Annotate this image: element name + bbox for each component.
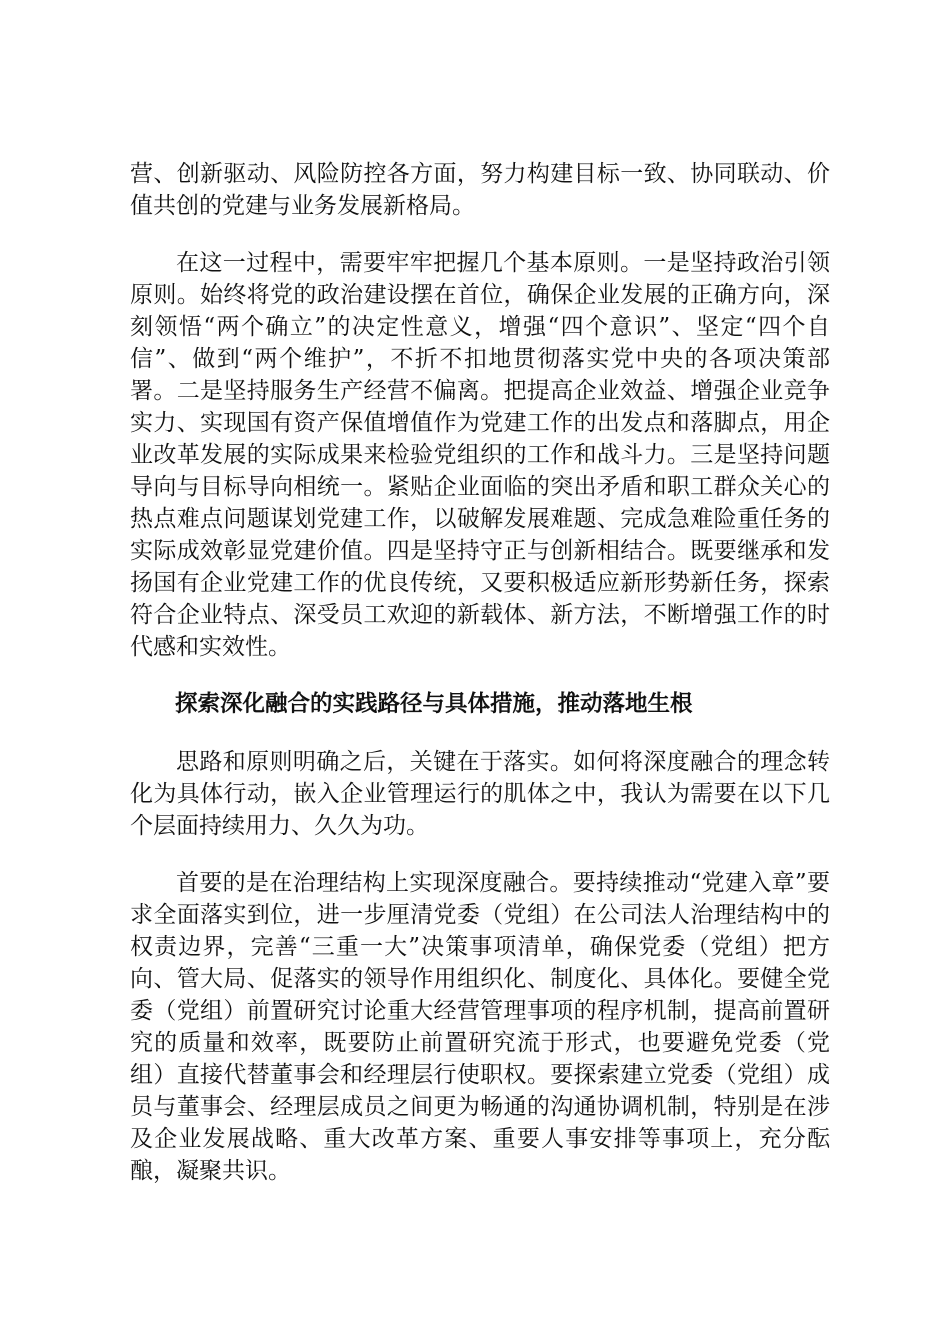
paragraph-governance: 首要的是在治理结构上实现深度融合。要持续推动“党建入章”要求全面落实到位，进一步厘清党委（党组）在公司法人治理结构中的权责边界，完善“三重一大”决策事项清单，确保党委（党组）把方向、管大局、促落实的领导作用组织化、制度化、具体化。要健全党委（党组）前置研究讨论重大经营管理事项的程序机制，提高前置研究的质量和效率，既要防止前置研究流于形式，也要避免党委（党组）直接代替董事会和经理层行使职权。要探索建立党委（党组）成员与董事会、经理层成员之间更为畅通的沟通协调机制，特别是在涉及企业发展战略、重大改革方案、重要人事安排等事项上，充分酝酿，凝聚共识。 bbox=[130, 870, 830, 1184]
paragraph-principles: 在这一过程中，需要牢牢把握几个基本原则。一是坚持政治引领原则。始终将党的政治建设摆在首位，确保企业发展的正确方向，深刻领悟“两个确立”的决定性意义，增强“四个意识”、坚定“四个自信”、做到“两个维护”，不折不扣地贯彻落实党中央的各项决策部署。二是坚持服务生产经营不偏离。把提高企业效益、增强企业竞争实力、实现国有资产保值增值作为党建工作的出发点和落脚点，用企业改革发展的实际成果来检验党组织的工作和战斗力。三是坚持问题导向与目标导向相统一。紧贴企业面临的突出矛盾和职工群众关心的热点难点问题谋划党建工作，以破解发展难题、完成急难险重任务的实际成效彰显党建价值。四是坚持守正与创新相结合。既要继承和发扬国有企业党建工作的优良传统，又要积极适应新形势新任务，探索符合企业特点、深受员工欢迎的新载体、新方法，不断增强工作的时代感和实效性。 bbox=[130, 250, 830, 660]
paragraph-continuation: 营、创新驱动、风险防控各方面，努力构建目标一致、协同联动、价值共创的党建与业务发展新格局。 bbox=[130, 161, 830, 219]
section-heading: 探索深化融合的实践路径与具体措施，推动落地生根 bbox=[175, 691, 693, 717]
paragraph-implementation: 思路和原则明确之后，关键在于落实。如何将深度融合的理念转化为具体行动，嵌入企业管理运行的肌体之中，我认为需要在以下几个层面持续用力、久久为功。 bbox=[130, 749, 830, 839]
document-page bbox=[130, 158, 830, 1212]
